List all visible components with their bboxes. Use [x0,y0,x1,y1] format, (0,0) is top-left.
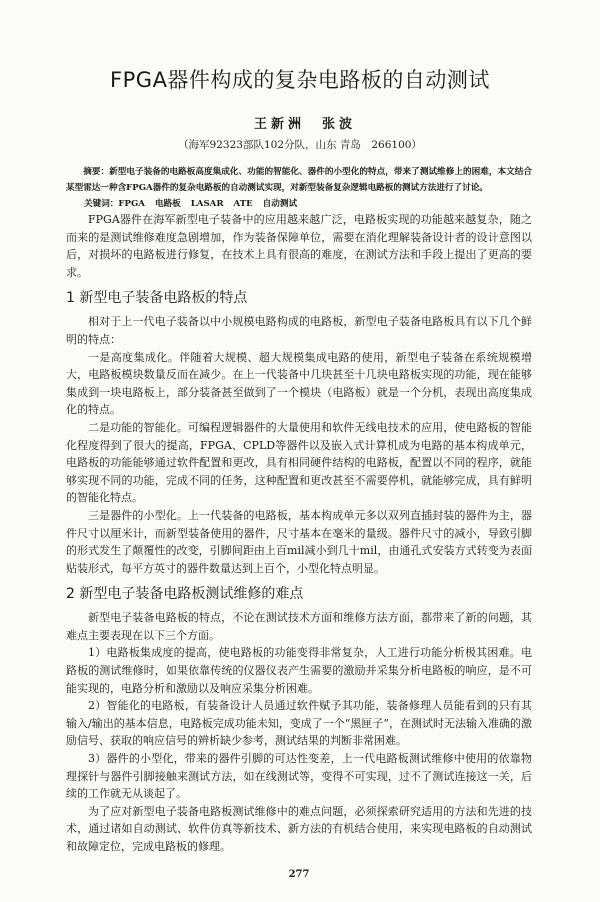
abstract: 摘要：新型电子装备的电路板高度集成化、功能的智能化、器件的小型化的特点，带来了测试维修上的困难，本文结合某型雷达一种含FPGA器件的复杂电路板的自动测试实现，对新型装备复杂逻辑电路板的测试方法进行了讨论。 [66,167,532,193]
paper-title: FPGA器件构成的复杂电路板的自动测试 [110,68,490,92]
keyword: FPGA [118,199,145,209]
paragraph: 1）电路板集成度的提高，使电路板的功能变得非常复杂，人工进行功能分析极其困难。电路板的测试维修时，如果依靠传统的仪器仪表产生需要的激励并采集分析电路板的响应，是不可能实现的，电路分析和激励以及响应采集分析困难。 [66,646,532,695]
paragraph: 为了应对新型电子装备电路板测试维修中的难点问题，必须探索研究适用的方法和先进的技术，通过诸如自动测试、软件仿真等新技术、新方法的有机结合使用，来实现电路板的自动测试和故障定位，完成电路板的修理。 [66,804,532,853]
section-2-heading: 2 新型电子装备电路板测试维修的难点 [66,586,304,603]
keyword: 自动测试 [262,199,298,209]
intro-paragraph: FPGA器件在海军新型电子装备中的应用越来越广泛，电路板实现的功能越来越复杂，随之而来的是测试维修难度急剧增加，作为装备保障单位，需要在消化理解装备设计者的设计意图以后，对损坏的电路板进行修复，在技术上具有很高的难度，在测试方法和手段上提出了更高的要求。 [66,213,532,279]
body-text [66,211,532,856]
paragraph: 3）器件的小型化，带来的器件引脚的可达性变差，上一代电路板测试维修中使用的依靠物理探针与器件引脚接触来测试方法，如在线测试等，变得不可实现，过不了测试连接这一关，后续的工作就无从谈起了。 [66,752,532,801]
keyword: LASAR [190,199,224,209]
keywords-label: 关键词： [84,199,119,209]
keywords [84,198,532,211]
paragraph: 相对于上一代电子装备以中小规模电路构成的电路板，新型电子装备电路板具有以下几个鲜明的特点： [66,315,532,346]
keyword: ATE [233,199,253,209]
authors: 王新洲 张波 [253,117,356,132]
main-column [66,164,532,902]
paragraph: 新型电子装备电路板的特点，不论在测试技术方面和维修方法方面，都带来了新的问题，其难点主要表现在以下三个方面。 [66,611,532,642]
section-1-heading: 1 新型电子装备电路板的特点 [66,290,248,307]
paragraph: 二是功能的智能化。可编程逻辑器件的大量使用和软件无线电技术的应用，使电路板的智能化程度得到了很大的提高，FPGA、CPLD等器件以及嵌入式计算机成为电路的基本构成单元，电路板的功能能够通过软件配置和更改，具有相同硬件结构的电路板，配置以不同的程序，就能够实现不同的功能，完成不同的任务，这种配置和更改甚至不需要停机，就能够完成，具有鲜明的智能化特点。 [66,420,532,505]
paragraph: 2）智能化的电路板，有装备设计人员通过软件赋予其功能，装备修理人员能看到的只有其输入/输出的基本信息，电路板完成功能未知，变成了一个“黑匣子”，在测试时无法输入准确的激励信号、获取的响应信号的辨析缺少参考，测试结果的判断非常困难。 [66,699,532,748]
keyword: 电路板 [154,199,181,209]
page-number: 277 [288,868,310,880]
affiliation: （海军92323部队102分队，山东 青岛 266100） [178,139,422,151]
paragraph: 一是高度集成化。伴随着大规模、超大规模集成电路的使用，新型电子装备在系统规模增大，电路板模块数量反而在减少。在上一代装备中几块甚至十几块电路板实现的功能，现在能够集成到一块电路板上，部分装备甚至做到了一个模块（电路板）就是一个分机，表现出高度集成化的特点。 [66,350,532,417]
paragraph: 三是器件的小型化。上一代装备的电路板，基本构成单元多以双列直插封装的器件为主，器件尺寸以厘米计，而新型装备使用的器件，尺寸基本在毫米的量级。器件尺寸的减小，导致引脚的形式发生了颠覆性的改变，引脚间距由上百mil减小到几十mil，由通孔式安装方式转变为表面贴装形式，每平方英寸的器件数量达到上百个，小型化特点明显。 [66,508,532,575]
